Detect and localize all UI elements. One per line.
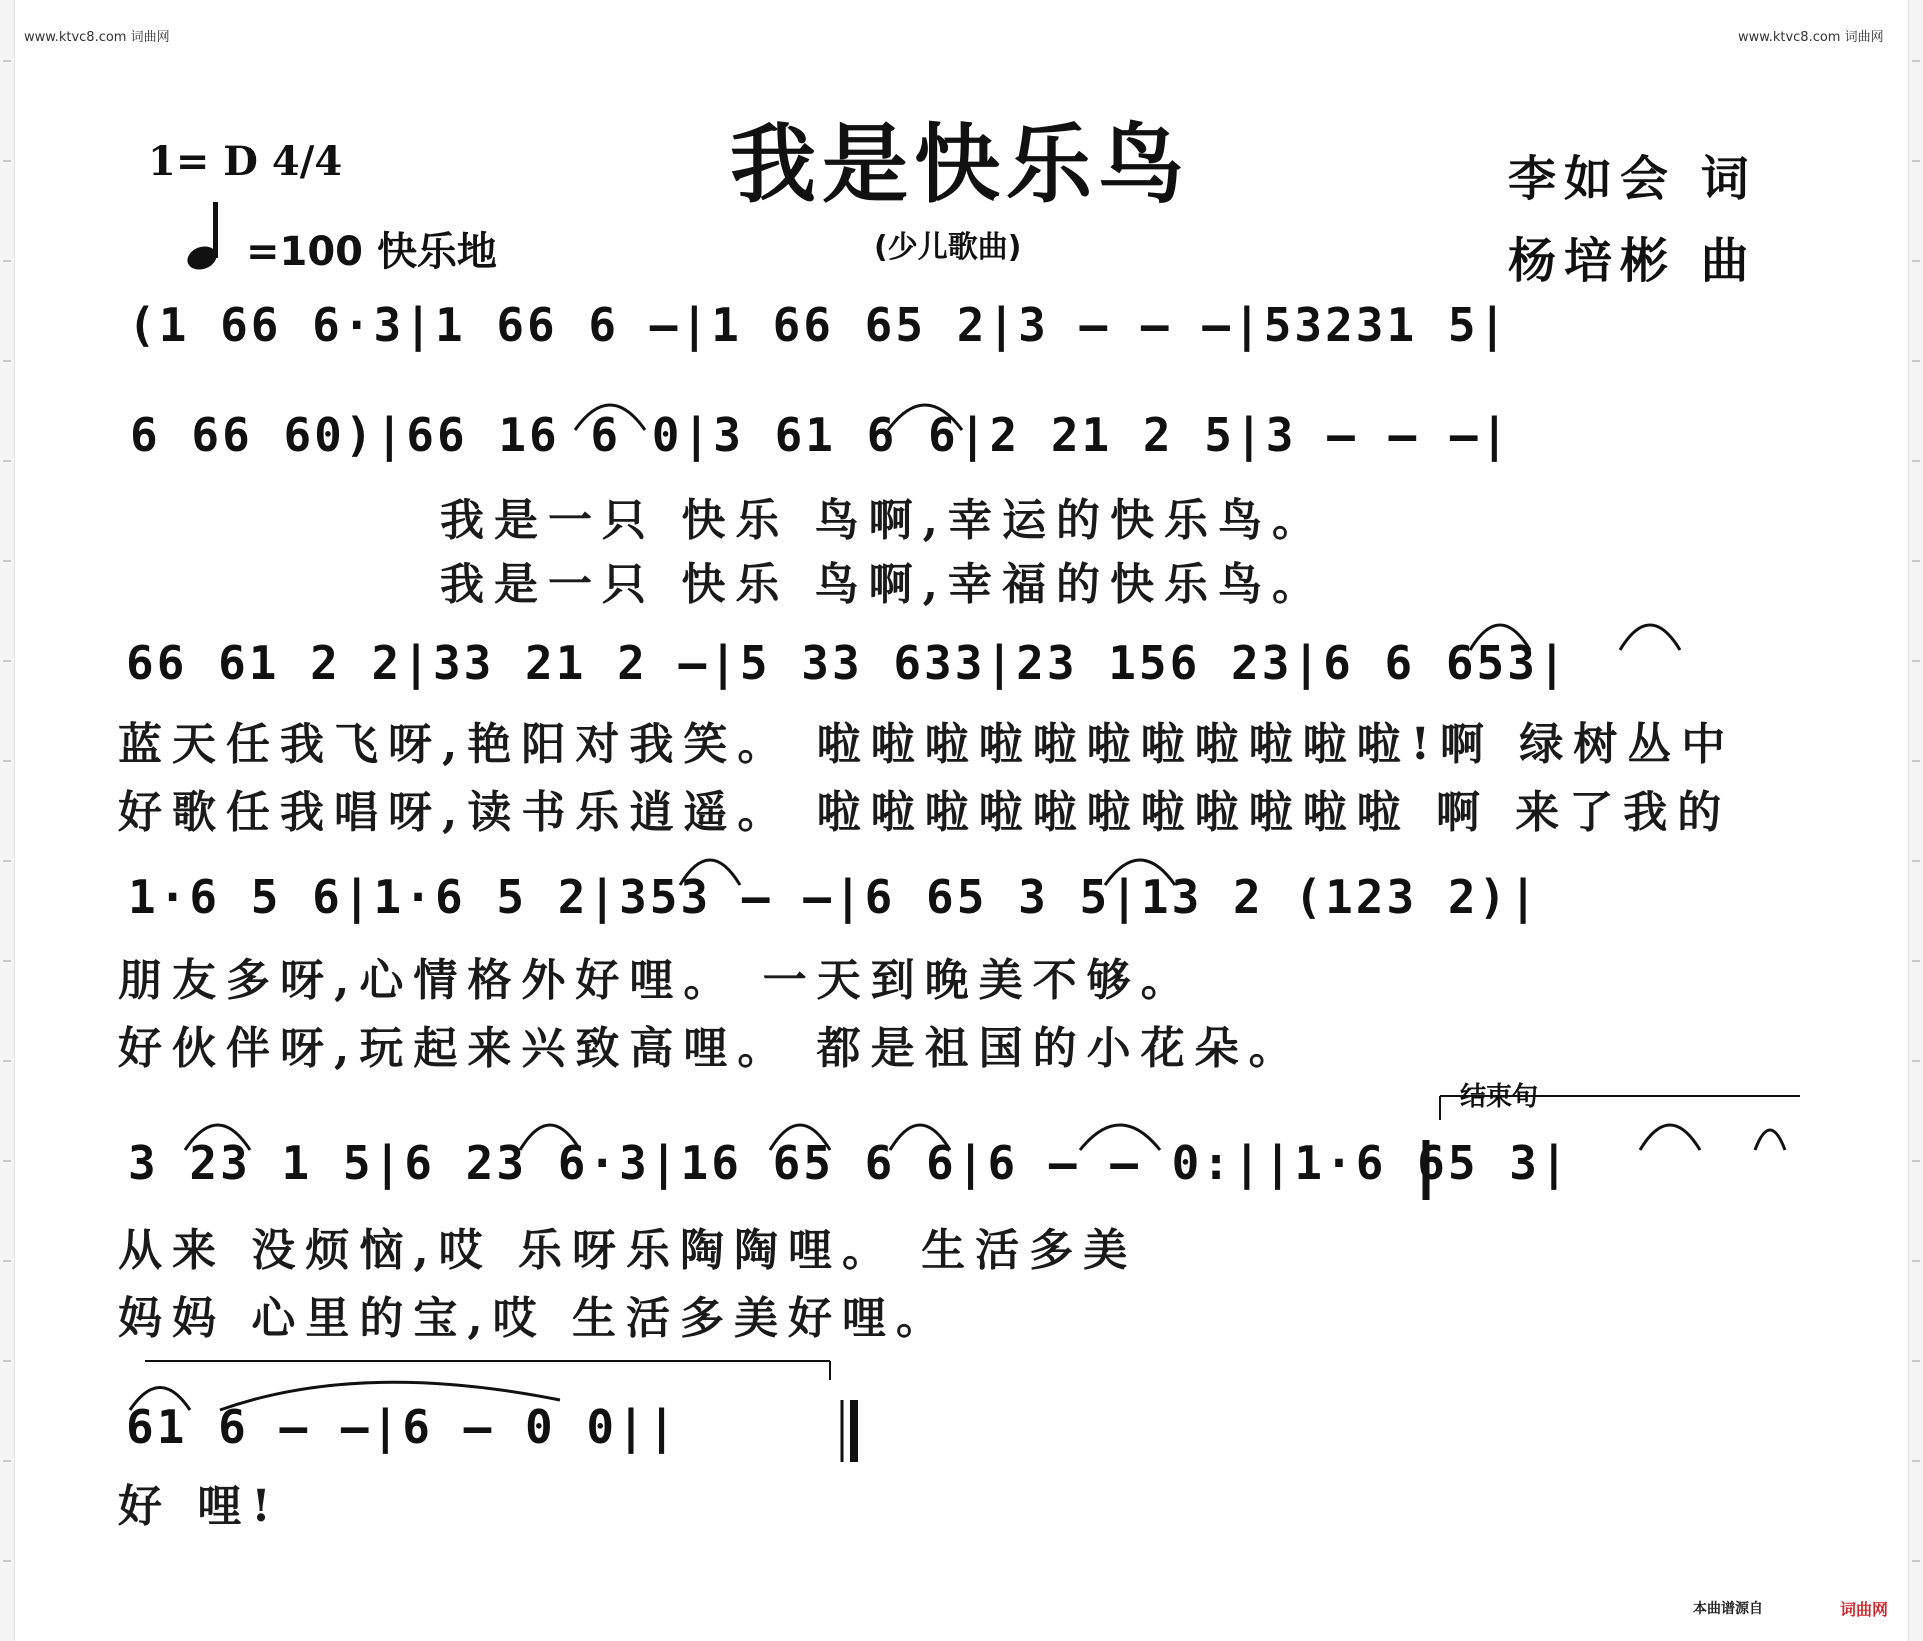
lyric-line-6: 好伙伴呀,玩起来兴致高哩。 都是祖国的小花朵。	[118, 1023, 1303, 1074]
lyric-line-7: 从来 没烦恼,哎 乐呀乐陶陶哩。 生活多美	[118, 1225, 1138, 1276]
notation-line-3: 66 61 2 2|33 21 2 —|5 33 633|23 156 23|6 6 653|	[126, 636, 1569, 690]
lyric-line-2: 我是一只 快乐 鸟啊,幸福的快乐鸟。	[440, 559, 1326, 610]
tempo-marking: =100 快乐地	[246, 229, 497, 275]
lyric-line-3: 蓝天任我飞呀,艳阳对我笑。 啦啦啦啦啦啦啦啦啦啦啦!啊 绿树丛中	[118, 719, 1736, 770]
watermark-right: www.ktvc8.com 词曲网	[1738, 30, 1884, 45]
composer-credit: 杨培彬 曲	[1508, 233, 1757, 289]
lyric-line-8: 妈妈 心里的宝,哎 生活多美好哩。	[118, 1293, 950, 1344]
lyric-line-5: 朋友多呀,心情格外好哩。 一天到晚美不够。	[118, 955, 1195, 1006]
notation-line-2: 6 66 60)|66 16 6 0|3 61 6 6|2 21 2 5|3 — — —|	[130, 408, 1512, 462]
lyric-line-9: 好 哩!	[118, 1481, 281, 1532]
notation-line-4: 1·6 5 6|1·6 5 2|353 — —|6 65 3 5|13 2 (123 2)|	[128, 870, 1540, 924]
notation-line-6: 61 6 — —|6 — 0 0||	[126, 1400, 679, 1454]
lyricist-credit: 李如会 词	[1508, 151, 1757, 207]
lyric-line-4: 好歌任我唱呀,读书乐逍遥。 啦啦啦啦啦啦啦啦啦啦啦 啊 来了我的	[118, 787, 1732, 838]
footer-brand-link[interactable]: 词曲网	[1840, 1600, 1889, 1619]
watermark-left: www.ktvc8.com 词曲网	[24, 30, 170, 45]
notation-line-1: (1 66 6·3|1 66 6 —|1 66 65 2|3 — — —|53231 5|	[128, 298, 1510, 352]
song-title: 我是快乐鸟	[730, 114, 1190, 215]
genre-label: (少儿歌曲)	[874, 230, 1022, 265]
key-signature: 1= D 4/4	[148, 138, 343, 185]
lyric-line-1: 我是一只 快乐 鸟啊,幸运的快乐鸟。	[440, 495, 1326, 546]
ending-label: 结束句	[1452, 1076, 1546, 1113]
footer-source-label: 本曲谱源自	[1693, 1601, 1763, 1617]
notation-line-5: 3 23 1 5|6 23 6·3|16 65 6 6|6 — — 0:||1·6 65 3|	[128, 1136, 1571, 1190]
